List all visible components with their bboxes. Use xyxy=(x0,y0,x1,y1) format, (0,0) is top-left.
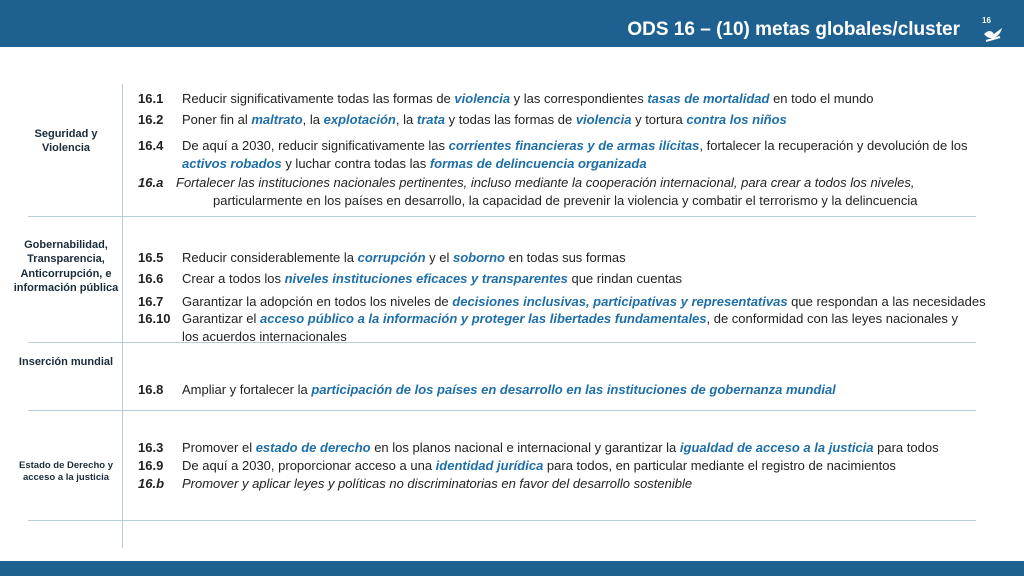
target-16-b: 16.b Promover y aplicar leyes y políticas no discriminatorias en favor del desarrollo sostenible xyxy=(138,476,693,491)
target-number: 16.5 xyxy=(138,250,164,265)
category-estado: Estado de Derecho y acceso a la justicia xyxy=(19,460,113,484)
target-number: 16.3 xyxy=(138,440,164,455)
target-16-4: 16.4 De aquí a 2030, reducir significativamente las corrientes financieras y de armas ilícitas, fortalecer la recuperación y devolución de los activos robados y luchar contra todas las formas de delincuencia organizada xyxy=(138,138,968,171)
target-number: 16.7 xyxy=(138,294,164,309)
target-16-7: 16.7 Garantizar la adopción en todos los niveles de decisiones inclusivas, participativas y representativas que respondan a las necesidades xyxy=(138,294,986,309)
row-divider xyxy=(28,520,976,521)
target-16-9: 16.9 De aquí a 2030, proporcionar acceso a una identidad jurídica para todos, en particular mediante el registro de nacimientos xyxy=(138,458,896,473)
target-number: 16.8 xyxy=(138,382,164,397)
logo-number: 16 xyxy=(982,16,991,25)
target-number: 16.10 xyxy=(138,311,171,326)
column-divider xyxy=(122,84,123,548)
category-gobernabilidad: Gobernabilidad, Transparencia, Anticorrupción, e información pública xyxy=(13,239,119,294)
target-16-3: 16.3 Promover el estado de derecho en los planos nacional e internacional y garantizar la igualdad de acceso a la justicia para todos xyxy=(138,440,939,455)
target-16-5: 16.5 Reducir considerablemente la corrupción y el soborno en todas sus formas xyxy=(138,250,626,265)
target-number: 16.a xyxy=(138,175,164,190)
target-number: 16.6 xyxy=(138,271,164,286)
page-title: ODS 16 – (10) metas globales/cluster xyxy=(627,19,960,40)
target-16-a: 16.a Fortalecer las instituciones nacionales pertinentes, incluso mediante la cooperación internacional, para crear a todos los niveles, particularmente en los países en desarrollo, la capacidad de prevenir la violencia y combatir el terrorismo y la delincuencia xyxy=(138,175,918,208)
target-16-1: 16.1 Reducir significativamente todas las formas de violencia y las correspondientes tasas de mortalidad en todo el mundo xyxy=(138,91,874,106)
sdg16-dove-icon xyxy=(980,14,1006,44)
target-number: 16.9 xyxy=(138,458,164,473)
target-16-10: 16.10 Garantizar el acceso público a la información y proteger las libertades fundamentales, de conformidad con las leyes nacionales y los acuerdos internacionales xyxy=(138,311,958,344)
target-16-8: 16.8 Ampliar y fortalecer la participación de los países en desarrollo en las instituciones de gobernanza mundial xyxy=(138,382,836,397)
target-number: 16.4 xyxy=(138,138,164,153)
target-number: 16.b xyxy=(138,476,165,491)
category-insercion: Inserción mundial xyxy=(18,356,114,368)
category-seguridad: Seguridad y Violencia xyxy=(34,128,98,155)
target-number: 16.2 xyxy=(138,112,164,127)
row-divider xyxy=(28,216,976,217)
row-divider xyxy=(28,410,976,411)
target-number: 16.1 xyxy=(138,91,164,106)
target-16-2: 16.2 Poner fin al maltrato, la explotación, la trata y todas las formas de violencia y tortura contra los niños xyxy=(138,112,787,127)
footer-bar xyxy=(0,561,1024,576)
target-16-6: 16.6 Crear a todos los niveles instituciones eficaces y transparentes que rindan cuentas xyxy=(138,271,683,286)
